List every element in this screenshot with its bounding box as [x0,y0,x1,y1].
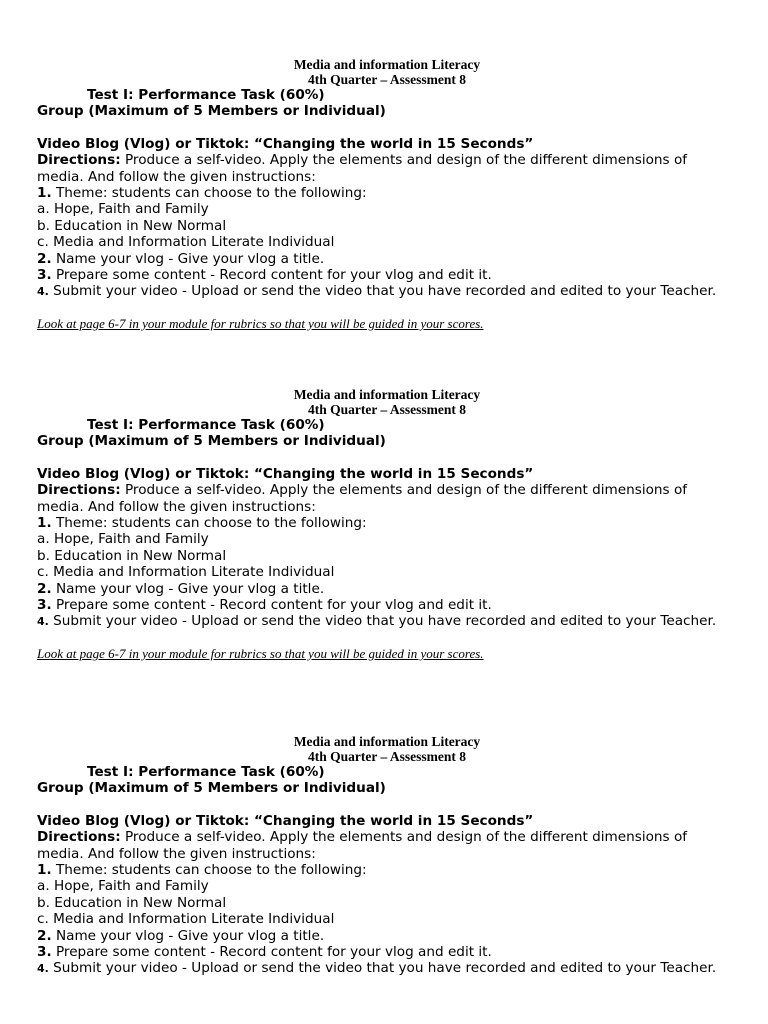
directions [37,829,737,862]
quarter-title: 4th Quarter – Assessment 8 [308,402,466,417]
item-4-number: 4. [37,962,49,976]
item-4-text: Submit your video - Upload or send the video that you have recorded and edited to your Teacher. [48,613,717,630]
item-4-number: 4. [37,615,49,629]
course-title: Media and information Literacy [293,57,481,72]
test-title: Test I: Performance Task (60%) [87,417,325,433]
assessment-block-1 [37,57,737,332]
video-title: Video Blog (Vlog) or Tiktok: “Changing the world in 15 Seconds” [37,135,534,152]
directions-text: Produce a self-video. Apply the elements and design of the different dimensions of media. And follow the given instructions: [37,152,688,185]
item-1-text: Theme: students can choose to the following: [51,185,367,202]
course-title: Media and information Literacy [293,387,481,402]
item-2 [37,928,737,944]
quarter-title: 4th Quarter – Assessment 8 [308,72,466,87]
item-3-text: Prepare some content - Record content for your vlog and edit it. [51,944,492,961]
item-3-number: 3. [37,944,52,961]
directions-label: Directions: [37,829,121,846]
directions-text: Produce a self-video. Apply the elements and design of the different dimensions of media. And follow the given instructions: [37,829,688,862]
item-4 [37,960,737,977]
item-1 [37,862,737,878]
option-a: a. Hope, Faith and Family [37,878,209,895]
option-b: b. Education in New Normal [37,894,227,911]
item-4-text: Submit your video - Upload or send the video that you have recorded and edited to your Teacher. [48,960,717,977]
test-title: Test I: Performance Task (60%) [87,87,325,103]
assessment-block-2 [37,387,737,662]
option-b: b. Education in New Normal [37,217,227,234]
quarter-title: 4th Quarter – Assessment 8 [308,749,466,764]
item-1 [37,185,737,201]
item-3-number: 3. [37,597,52,614]
item-2-number: 2. [37,580,52,597]
group-note: Group (Maximum of 5 Members or Individual) [37,103,386,120]
item-2-text: Name your vlog - Give your vlog a title. [51,580,325,597]
directions [37,482,737,515]
item-2-text: Name your vlog - Give your vlog a title. [51,250,325,267]
document-header [37,57,737,87]
directions-label: Directions: [37,482,121,499]
group-note: Group (Maximum of 5 Members or Individual) [37,433,386,450]
directions [37,152,737,185]
item-2-text: Name your vlog - Give your vlog a title. [51,927,325,944]
item-3 [37,597,737,613]
test-title: Test I: Performance Task (60%) [87,764,325,780]
item-1-number: 1. [37,185,52,202]
option-c: c. Media and Information Literate Individual [37,234,335,251]
video-title: Video Blog (Vlog) or Tiktok: “Changing the world in 15 Seconds” [37,812,534,829]
document-header [37,734,737,764]
rubric-note: Look at page 6-7 in your module for rubrics so that you will be guided in your scores. [37,645,484,661]
rubric-note: Look at page 6-7 in your module for rubrics so that you will be guided in your scores. [37,315,484,331]
item-1-text: Theme: students can choose to the following: [51,862,367,879]
item-3 [37,944,737,960]
item-2-number: 2. [37,250,52,267]
option-a: a. Hope, Faith and Family [37,531,209,548]
item-3-text: Prepare some content - Record content for your vlog and edit it. [51,597,492,614]
item-2-number: 2. [37,927,52,944]
directions-label: Directions: [37,152,121,169]
item-4-text: Submit your video - Upload or send the video that you have recorded and edited to your Teacher. [48,283,717,300]
course-title: Media and information Literacy [293,734,481,749]
item-3-number: 3. [37,267,52,284]
video-title: Video Blog (Vlog) or Tiktok: “Changing the world in 15 Seconds” [37,465,534,482]
option-c: c. Media and Information Literate Individual [37,911,335,928]
item-1-number: 1. [37,515,52,532]
option-c: c. Media and Information Literate Individual [37,564,335,581]
document-header [37,387,737,417]
item-1-text: Theme: students can choose to the following: [51,515,367,532]
item-4 [37,283,737,300]
item-4 [37,613,737,630]
item-4-number: 4. [37,285,49,299]
item-3 [37,267,737,283]
option-a: a. Hope, Faith and Family [37,201,209,218]
directions-text: Produce a self-video. Apply the elements and design of the different dimensions of media. And follow the given instructions: [37,482,688,515]
item-2 [37,251,737,267]
item-2 [37,581,737,597]
item-3-text: Prepare some content - Record content for your vlog and edit it. [51,267,492,284]
item-1-number: 1. [37,862,52,879]
assessment-block-3 [37,734,737,978]
option-b: b. Education in New Normal [37,547,227,564]
group-note: Group (Maximum of 5 Members or Individual) [37,780,386,797]
item-1 [37,515,737,531]
